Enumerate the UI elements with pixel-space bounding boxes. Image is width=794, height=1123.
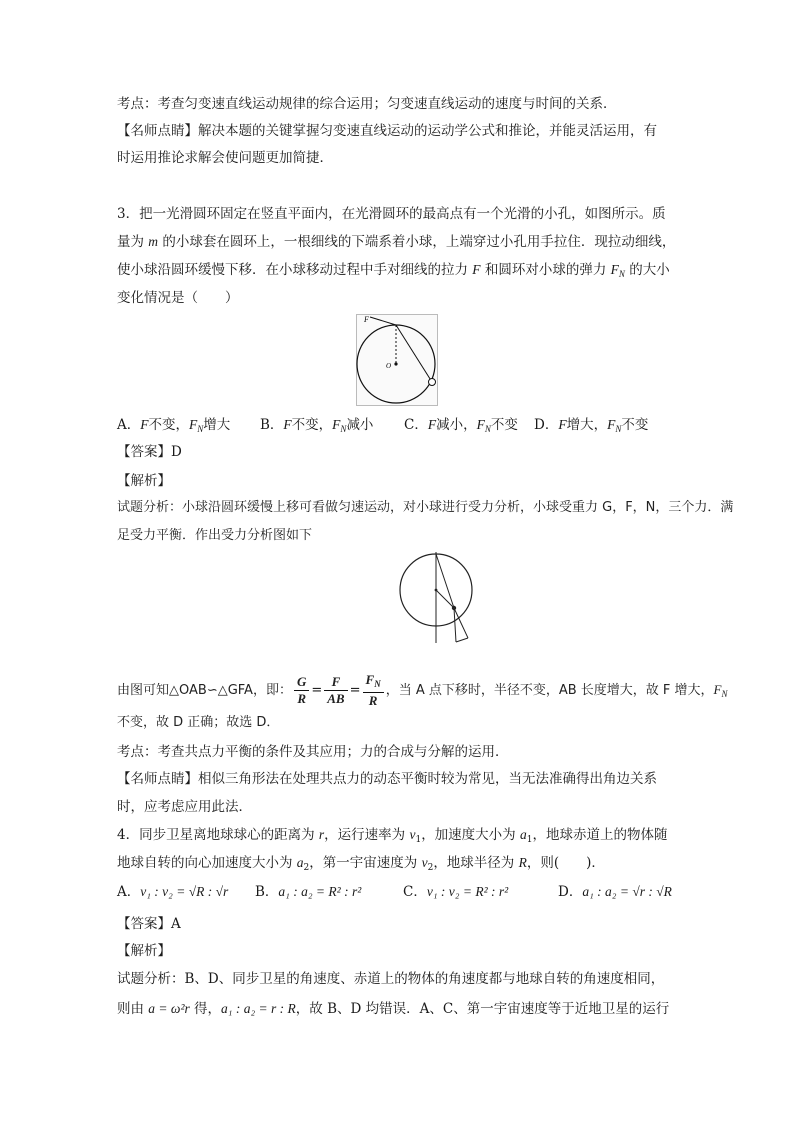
q3-answer: 【答案】D	[117, 444, 182, 460]
text: ，第一宇宙速度为	[309, 855, 422, 871]
var-r: r	[318, 827, 325, 842]
text: 则由	[117, 1001, 149, 1017]
option-label: C．	[403, 884, 427, 900]
option-a	[117, 882, 255, 902]
option-label: A．	[117, 417, 141, 433]
var-F: F	[558, 417, 567, 432]
text: 的大小	[624, 262, 670, 278]
q3-stem-line4: 变化情况是（ ）	[117, 290, 239, 306]
var-F: F	[140, 417, 149, 432]
var-F: F	[283, 417, 292, 432]
q4-stem-line2	[117, 853, 605, 878]
q3-analysis-line1: 试题分析：小球沿圆环缓慢上移可看做匀速运动，对小球进行受力分析，小球受重力 G，F，N，三个力．满	[117, 500, 734, 515]
text: 不变，	[148, 417, 189, 433]
var-FN: F	[610, 262, 619, 277]
subscript: N	[615, 424, 622, 434]
equation: a = ω²r	[148, 1001, 190, 1016]
text: ，地球赤道上的物体随	[532, 827, 668, 843]
q4-jiexi-heading: 【解析】	[117, 943, 171, 959]
label-F: F	[364, 315, 369, 324]
var-a: a	[519, 827, 527, 842]
option-label: B．	[260, 417, 284, 433]
label-O: O	[386, 362, 392, 370]
subscript: 2	[303, 863, 310, 873]
option-label: B．	[255, 884, 279, 900]
var-R: R	[518, 855, 527, 870]
q3-stem-line1: 3．把一光滑圆环固定在竖直平面内，在光滑圆环的最高点有一个光滑的小孔，如图所示。质	[117, 206, 666, 222]
text: 量为	[117, 234, 149, 250]
expression: a₁ : a₂ = R² : r²	[278, 884, 362, 899]
option-d	[534, 415, 648, 439]
q4-answer: 【答案】A	[117, 916, 181, 932]
option-b	[260, 415, 404, 439]
denominator: R	[297, 691, 306, 706]
numerator: F	[324, 674, 347, 691]
small-ball	[429, 379, 436, 386]
subscript: N	[197, 424, 204, 434]
var-FN: F	[189, 417, 198, 432]
text: ，当 A 点下移时，半径不变，AB 长度增大，故 F 增大，	[385, 683, 714, 698]
var-FN: F	[476, 417, 485, 432]
q3-kaodian: 考点：考查共点力平衡的条件及其应用；力的合成与分解的运用．	[117, 744, 509, 760]
q3-mingshi-line2: 时，应考虑应用此法．	[117, 799, 252, 815]
option-b	[255, 882, 403, 902]
q3-jiexi-heading: 【解析】	[117, 473, 171, 489]
q2-kaodian: 考点：考查匀变速直线运动规律的综合运用；匀变速直线运动的速度与时间的关系．	[117, 96, 617, 112]
subscript: N	[721, 689, 728, 699]
text: ，加速度大小为	[421, 827, 520, 843]
q3-mingshi-line1: 【名师点睛】相似三角形法在处理共点力的动态平衡时较为常见，当无法准确得出角边关系	[117, 771, 657, 787]
q3-analysis-line3: 由图可知△OAB∽△GFA，即： $\frac{G}{R}$ = $\frac{F}{AB}$ = $\frac{F_N}{R}$ ，当 A 点下移时，半径不变，AB 长度增大，故 F 增大，$F_N$	[117, 672, 728, 708]
option-label: D．	[558, 884, 583, 900]
var: F	[365, 672, 375, 687]
text: 不变	[490, 417, 518, 433]
option-label: A．	[117, 884, 141, 900]
q3-analysis-line4: 不变，故 D 正确；故选 D．	[117, 715, 280, 730]
equation: a₁ : a₂ = r : R	[221, 1001, 296, 1016]
text: 由图可知△OAB∽△GFA，即：	[117, 683, 292, 698]
fraction-FN-R	[363, 672, 384, 709]
text: 地球自转的向心加速度大小为	[117, 855, 297, 871]
text: 增大，	[566, 417, 608, 433]
q2-mingshi-line1: 【名师点睛】解决本题的关键掌握匀变速直线运动的运动学公式和推论，并能灵活运用，有	[117, 123, 657, 139]
option-label: C．	[404, 417, 428, 433]
q3-ring-figure	[356, 314, 438, 406]
option-a	[117, 415, 260, 439]
text: 的小球套在圆环上，一根细线的下端系着小球，上端穿过小孔用手拉住．现拉动细线，	[158, 234, 676, 250]
subscript: 1	[526, 835, 533, 845]
fraction-G-R	[294, 674, 309, 707]
subscript: 2	[427, 863, 434, 873]
text: 不变	[621, 417, 649, 433]
text: 减小，	[436, 417, 477, 433]
q3-force-diagram	[396, 548, 508, 650]
denominator: R	[368, 693, 378, 708]
var-FN: F	[332, 417, 341, 432]
q3-options	[117, 415, 648, 439]
text: ，地球半径为	[433, 855, 519, 871]
subscript: N	[484, 424, 491, 434]
text: 得，	[189, 1001, 222, 1017]
var-m: m	[148, 234, 159, 249]
text: ，故 B、D 均错误．A、C、第一宇宙速度等于近地卫星的运行	[295, 1001, 670, 1017]
text: ，则( )．	[526, 855, 605, 871]
numerator: G	[294, 674, 309, 691]
q4-stem-line1	[117, 825, 667, 850]
var-F: F	[472, 262, 481, 277]
numerator	[363, 672, 384, 693]
q4-options	[117, 882, 672, 902]
fraction-F-AB	[324, 674, 347, 707]
denominator: AB	[327, 691, 345, 706]
text: 增大	[203, 417, 231, 433]
option-label: D．	[534, 417, 559, 433]
var-v: v	[421, 855, 428, 870]
var-FN: F	[713, 682, 722, 697]
var-v: v	[409, 827, 416, 842]
q4-analysis-line2	[117, 999, 669, 1019]
var-F: F	[427, 417, 437, 432]
q4-analysis-line1: 试题分析：B、D、同步卫星的角速度、赤道上的物体的角速度都与地球自转的角速度相同，	[117, 971, 665, 987]
text: 4．同步卫星离地球球心的距离为	[117, 827, 319, 843]
var-a: a	[296, 855, 304, 870]
var-FN: F	[607, 417, 616, 432]
subscript: N	[374, 679, 381, 689]
expression: v₁ : v₂ = √R : √r	[140, 884, 229, 899]
expression: a₁ : a₂ = √r : √R	[582, 884, 672, 899]
expression: v₁ : v₂ = R² : r²	[426, 884, 509, 899]
q2-mingshi-line2: 时运用推论求解会使问题更加简捷．	[117, 150, 333, 166]
center-dot	[394, 362, 397, 365]
text: 减小	[346, 417, 374, 433]
q3-stem-line3	[117, 260, 670, 284]
option-c	[404, 415, 534, 439]
option-d	[558, 882, 672, 902]
subscript: N	[340, 424, 347, 434]
text: 和圆环对小球的弹力	[480, 262, 611, 278]
subscript: N	[618, 269, 625, 279]
text: 不变，	[291, 417, 333, 433]
q3-stem-line2	[117, 232, 675, 252]
text: ，运行速率为	[324, 827, 410, 843]
option-c	[403, 882, 558, 902]
text: 使小球沿圆环缓慢下移．在小球移动过程中手对细线的拉力	[117, 262, 473, 278]
subscript: 1	[415, 835, 422, 845]
q3-analysis-line2: 足受力平衡．作出受力分析图如下	[117, 528, 313, 543]
